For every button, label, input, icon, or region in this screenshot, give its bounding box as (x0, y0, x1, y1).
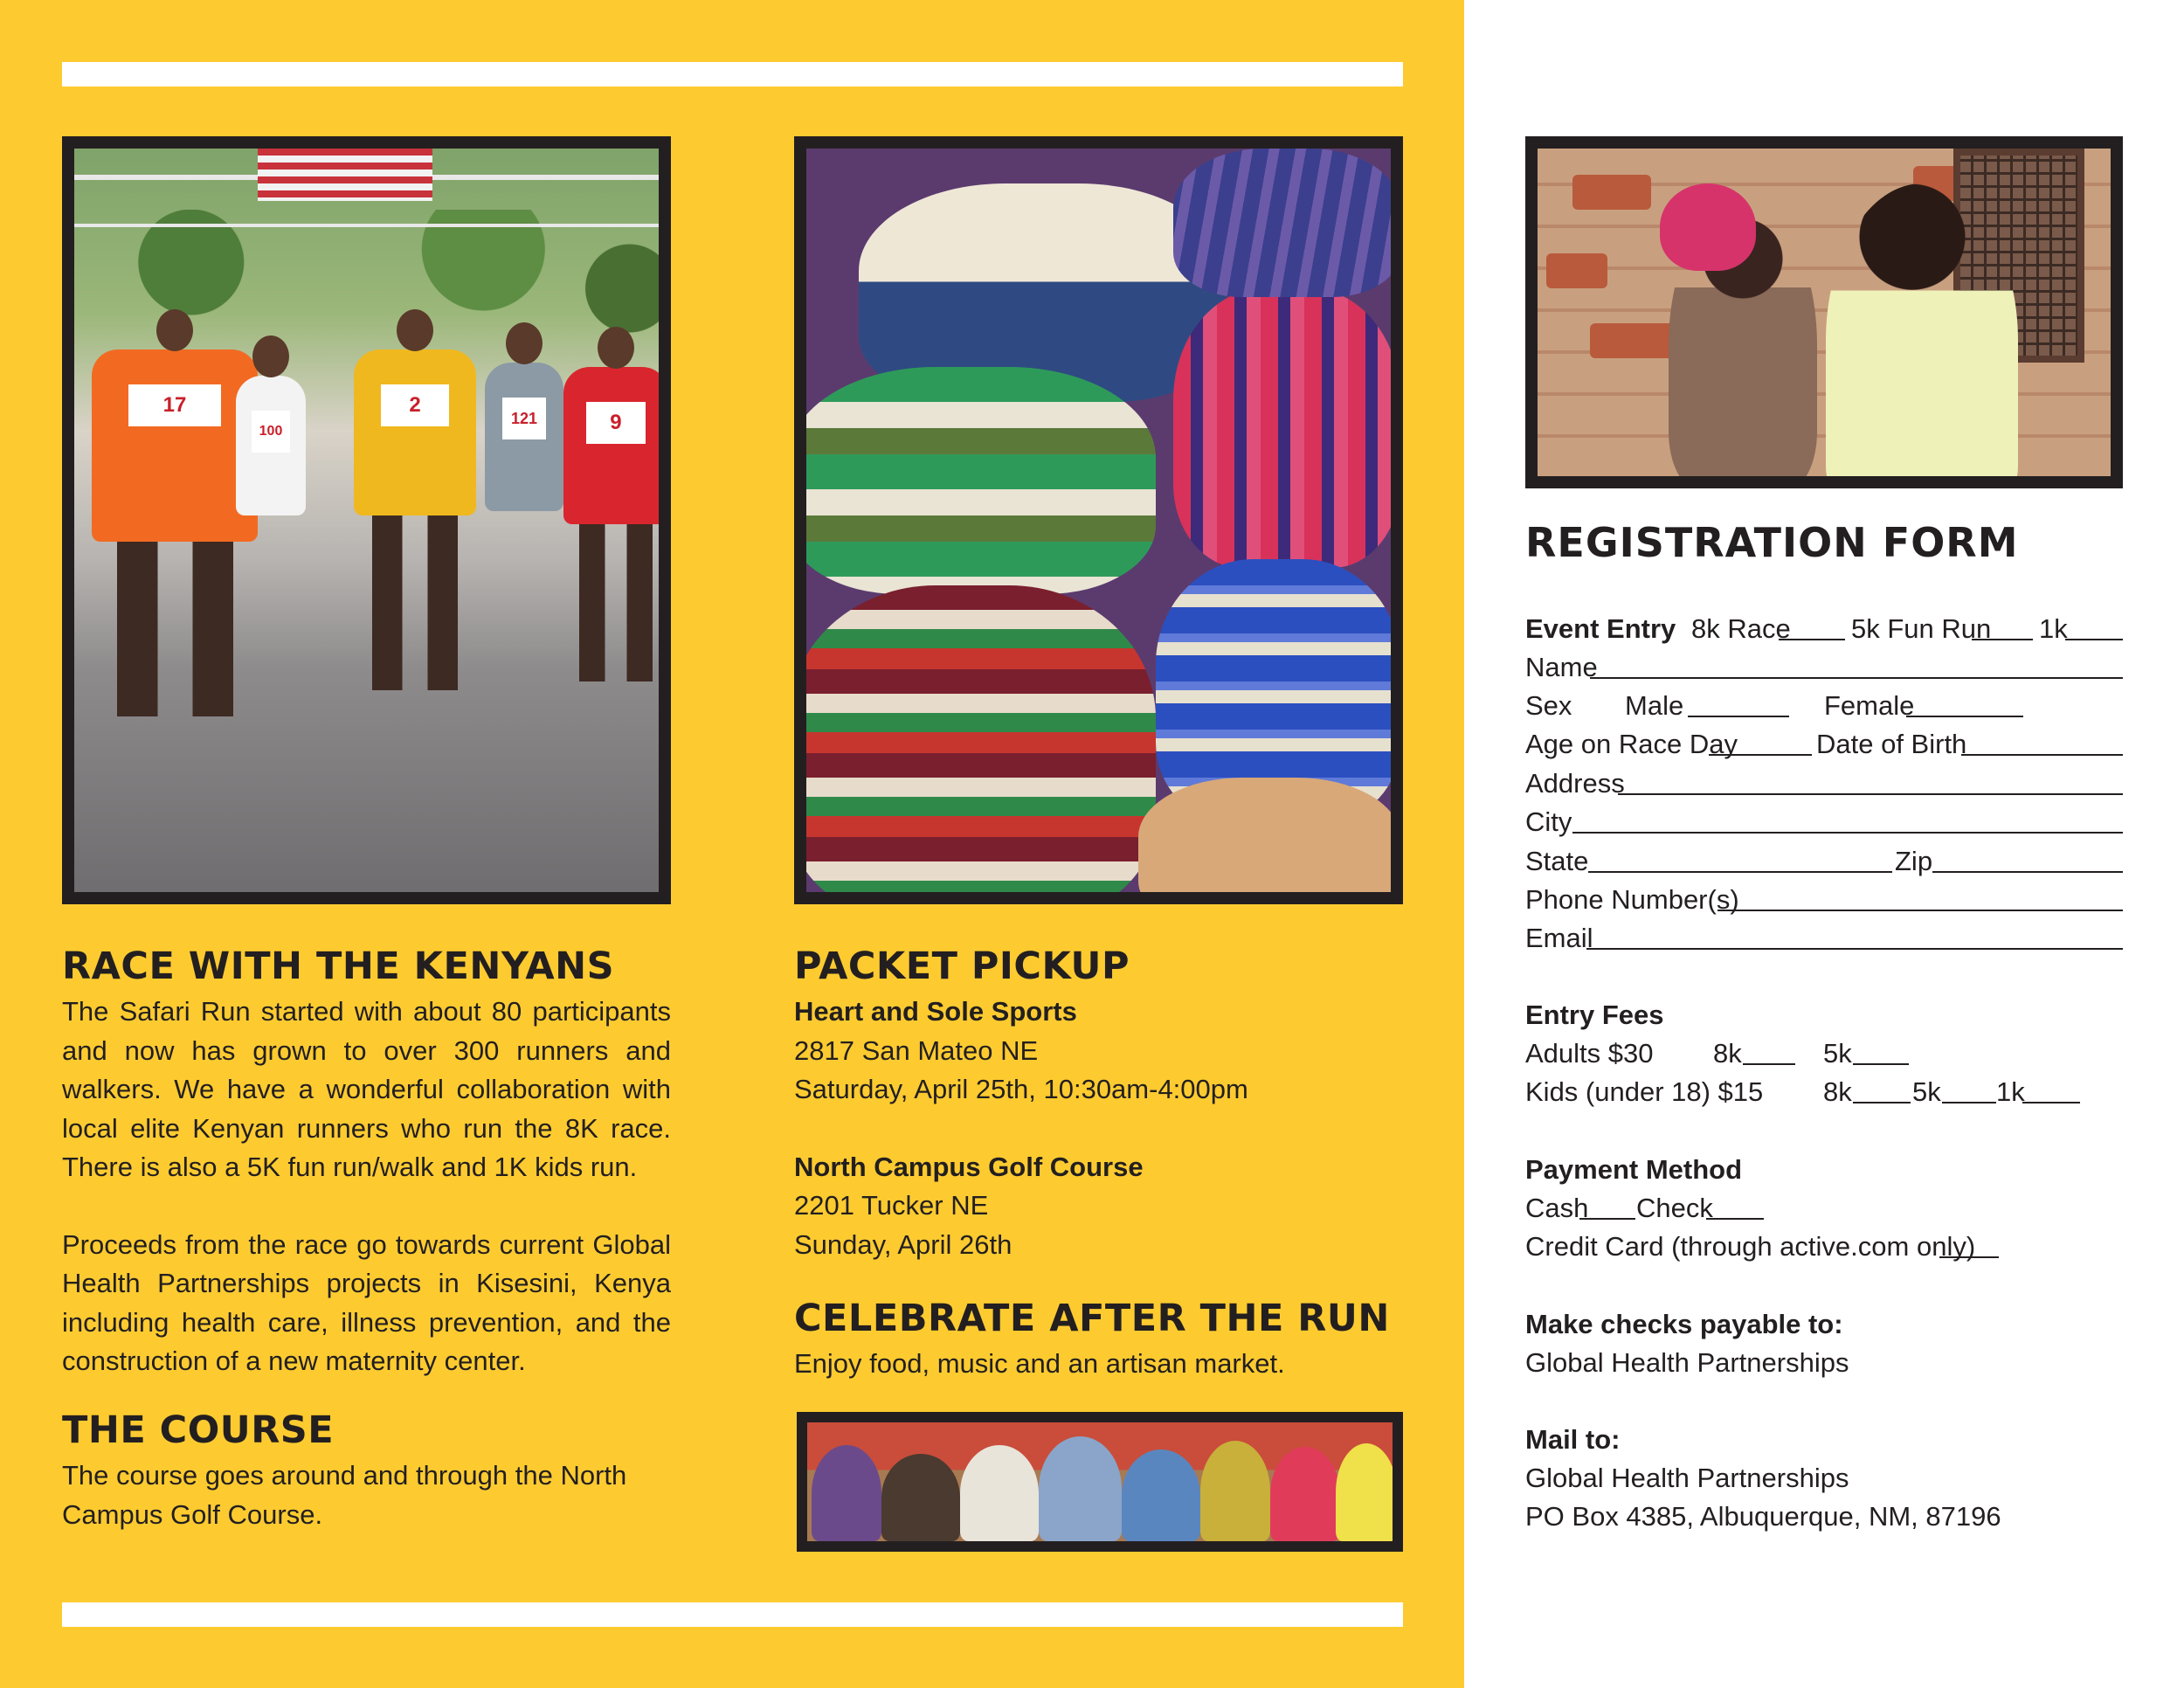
female-field[interactable] (1906, 716, 2023, 717)
email-label: Email (1525, 923, 1593, 953)
zip-label: Zip (1895, 846, 1933, 876)
payment-heading: Payment Method (1525, 1154, 1743, 1185)
runner-bib: 2 (381, 384, 449, 426)
option-1k-blank[interactable] (2065, 639, 2123, 640)
phone-field[interactable] (1717, 910, 2123, 911)
event-entry-label: Event Entry (1525, 613, 1676, 644)
adults-5k-label: 5k (1823, 1038, 1852, 1069)
runner-bib: 9 (586, 402, 645, 444)
runner (92, 349, 258, 542)
city-field[interactable] (1572, 832, 2123, 834)
race-heading: RACE WITH THE KENYANS (62, 944, 615, 988)
cash-field[interactable] (1579, 1218, 1635, 1220)
address-label: Address (1525, 768, 1625, 799)
packet-heading: PACKET PICKUP (794, 944, 1130, 988)
zip-field[interactable] (1932, 871, 2123, 873)
form-title: REGISTRATION FORM (1525, 519, 2019, 566)
pickup-address-2: 2201 Tucker NE (794, 1190, 989, 1221)
runner-bib: 17 (128, 384, 221, 426)
race-paragraph-2: Proceeds from the race go towards current Global Health Partnerships projects in Kisesini, Kenya including health care, illness prevention, and the construction of a new maternity center. (62, 1228, 671, 1377)
email-field[interactable] (1586, 948, 2123, 950)
city-label: City (1525, 806, 1572, 837)
option-5k-label: 5k Fun Run (1851, 613, 1992, 644)
adults-fee-label: Adults $30 (1525, 1038, 1654, 1069)
female-label: Female (1824, 690, 1915, 721)
credit-card-label: Credit Card (through active.com only) (1525, 1231, 1976, 1262)
bottom-stripe (62, 1602, 1403, 1627)
kids-1k-field[interactable] (2022, 1102, 2080, 1103)
option-8k-blank[interactable] (1779, 639, 1845, 640)
runner (354, 349, 476, 515)
race-section (62, 946, 671, 1381)
dob-label: Date of Birth (1816, 729, 1967, 759)
baskets-photo (806, 149, 1391, 892)
check-label: Check (1636, 1193, 1713, 1223)
male-field[interactable] (1688, 716, 1789, 717)
flag (258, 149, 432, 201)
check-field[interactable] (1706, 1218, 1764, 1220)
top-stripe (62, 62, 1403, 86)
runners-photo (74, 149, 659, 892)
age-label: Age on Race Day (1525, 729, 1738, 759)
adults-8k-field[interactable] (1743, 1063, 1795, 1065)
event-entry-row (1525, 612, 1676, 647)
course-section (62, 1410, 671, 1534)
cash-label: Cash (1525, 1193, 1589, 1223)
women-photo (807, 1422, 1393, 1541)
name-field[interactable] (1590, 677, 2123, 679)
kids-5k-field[interactable] (1942, 1102, 1996, 1103)
address-field[interactable] (1618, 793, 2123, 795)
kids-8k-field[interactable] (1853, 1102, 1911, 1103)
payable-to: Global Health Partnerships (1525, 1347, 1849, 1378)
packet-section (794, 946, 1403, 1264)
course-heading: THE COURSE (62, 1408, 335, 1452)
race-paragraph-1: The Safari Run started with about 80 participants and now has grown to over 300 runners and walkers. We have a wonderful collaboration with local elite Kenyan runners who run the 8K race. There is also a 5K fun run/walk and 1K kids run. (62, 996, 671, 1183)
celebrate-section (794, 1298, 1403, 1384)
adults-8k-label: 8k (1713, 1038, 1742, 1069)
runners-photo-frame (62, 136, 671, 904)
pickup-location-1: Heart and Sole Sports (794, 996, 1077, 1027)
option-8k-label: 8k Race (1691, 613, 1791, 644)
pickup-address-1: 2817 San Mateo NE (794, 1034, 1039, 1066)
pickup-time-2: Sunday, April 26th (794, 1228, 1013, 1260)
adults-5k-field[interactable] (1853, 1063, 1909, 1065)
runner-bib: 100 (252, 411, 291, 453)
state-label: State (1525, 846, 1589, 876)
pickup-location-2: North Campus Golf Course (794, 1151, 1144, 1182)
dob-field[interactable] (1961, 754, 2123, 756)
kids-fee-label: Kids (under 18) $15 (1525, 1076, 1764, 1107)
kids-photo-frame (1525, 136, 2123, 488)
mail-name: Global Health Partnerships (1525, 1463, 1849, 1493)
kids-8k-label: 8k (1823, 1076, 1852, 1107)
option-1k-label: 1k (2039, 613, 2068, 644)
state-field[interactable] (1588, 871, 1892, 873)
age-field[interactable] (1709, 754, 1812, 756)
kids-photo (1538, 149, 2111, 476)
runner (563, 367, 659, 524)
kids-5k-label: 5k (1912, 1076, 1941, 1107)
payable-heading: Make checks payable to: (1525, 1309, 1843, 1339)
name-label: Name (1525, 652, 1598, 682)
runner (485, 363, 563, 511)
male-label: Male (1625, 690, 1684, 721)
credit-card-field[interactable] (1939, 1256, 1999, 1258)
sex-label: Sex (1525, 690, 1572, 721)
runner-bib: 121 (502, 398, 546, 439)
child-hood (1660, 183, 1756, 271)
celebrate-heading: CELEBRATE AFTER THE RUN (794, 1297, 1390, 1340)
baskets-photo-frame (794, 136, 1403, 904)
kids-1k-label: 1k (1996, 1076, 2025, 1107)
phone-label: Phone Number(s) (1525, 884, 1739, 915)
runner (236, 376, 306, 515)
fees-heading: Entry Fees (1525, 1000, 1664, 1030)
women-photo-frame (797, 1412, 1403, 1552)
celebrate-text: Enjoy food, music and an artisan market. (794, 1348, 1285, 1380)
pickup-time-1: Saturday, April 25th, 10:30am-4:00pm (794, 1074, 1248, 1105)
mail-address: PO Box 4385, Albuquerque, NM, 87196 (1525, 1501, 2001, 1532)
course-paragraph: The course goes around and through the North Campus Golf Course. (62, 1460, 627, 1530)
mail-heading: Mail to: (1525, 1424, 1621, 1455)
option-5k-blank[interactable] (1972, 639, 2033, 640)
